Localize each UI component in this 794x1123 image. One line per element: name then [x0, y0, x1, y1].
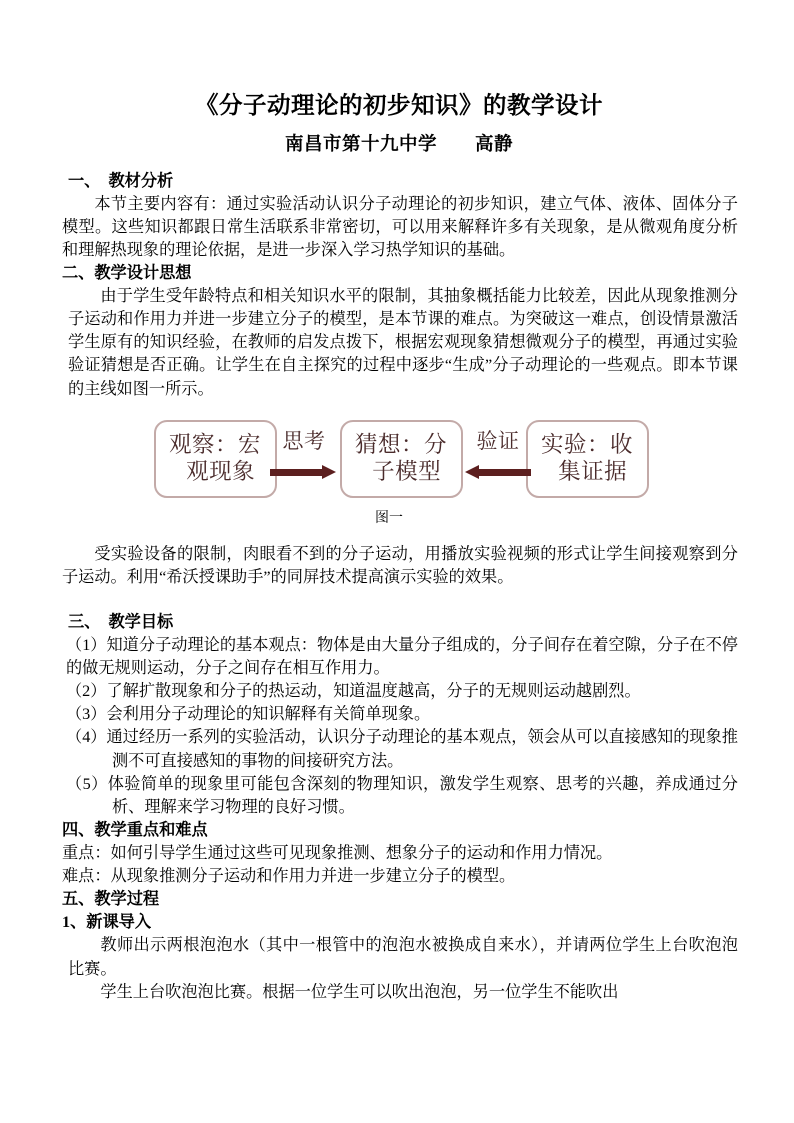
section-1-paragraph: 本节主要内容有：通过实验活动认识分子动理论的初步知识，建立气体、液体、固体分子模型。这些知识都跟日常生活联系非常密切，可以用来解释许多有关现象，是从微观角度分析和理解热现象的理论依据，是进一步深入学习热学知识的基础。	[62, 194, 738, 259]
section-heading-3: 三、 教学目标	[68, 612, 174, 631]
flow-box-hypothesis-line1: 猜想：分	[354, 432, 447, 458]
arrow-shaft	[270, 469, 323, 476]
flow-box-hypothesis	[340, 420, 463, 498]
section-heading-4: 四、教学重点和难点	[62, 821, 208, 840]
section-2-paragraph-1: 由于学生受年龄特点和相关知识水平的限制，其抽象概括能力比较差，因此从现象推测分子运动和作用力并进一步建立分子的模型，是本节课的难点。为突破这一难点，创设情景激活学生原有的知识经验，在教师的启发点拨下，根据宏观现象猜想微观分子的模型，再通过实验验证猜想是否正确。让学生在自主探究的过程中逐步“生成”分子动理论的一些观点。即本节课的主线如图一所示。	[68, 286, 738, 398]
flow-label-verify: 验证	[476, 428, 520, 453]
subsection-5-1-paragraph-1: 教师出示两根泡泡水（其中一根管中的泡泡水被换成自来水），并请两位学生上台吹泡泡比赛。	[68, 936, 738, 978]
key-point-paragraph: 重点：如何引导学生通过这些可见现象推测、想象分子的运动和作用力情况。	[62, 844, 613, 863]
arrow-shaft	[478, 469, 531, 476]
flow-box-observe-line2: 观现象	[186, 458, 256, 484]
flow-box-experiment-line1: 实验：收	[540, 432, 633, 458]
flow-box-experiment-line2: 集证据	[558, 458, 628, 484]
subsection-heading-5-1: 1、新课导入	[62, 913, 152, 932]
section-2-paragraph-2: 受实验设备的限制，肉眼看不到的分子运动，用播放实验视频的形式让学生间接观察到分子运动。利用“希沃授课助手”的同屏技术提高演示实验的效果。	[62, 544, 738, 586]
objective-item-1: （1）知道分子动理论的基本观点：物体是由大量分子组成的，分子间存在着空隙，分子在不停的做无规则运动，分子之间存在相互作用力。	[66, 635, 738, 678]
flow-box-experiment	[526, 420, 649, 498]
flow-box-observe	[154, 420, 277, 498]
section-heading-5: 五、教学过程	[62, 890, 160, 909]
flow-box-observe-line1: 观察：宏	[168, 432, 261, 458]
teaching-flow-figure	[60, 413, 738, 528]
subsection-5-1-paragraph-2: 学生上台吹泡泡比赛。根据一位学生可以吹出泡泡，另一位学生不能吹出	[100, 982, 619, 1001]
section-heading-1: 一、 教材分析	[68, 171, 174, 190]
document-title: 《分子动理论的初步知识》的教学设计	[195, 93, 603, 119]
flow-arrow-right	[270, 465, 336, 479]
flow-arrow-left	[465, 465, 531, 479]
objective-item-2: （2）了解扩散现象和分子的热运动，知道温度越高，分子的无规则运动越剧烈。	[66, 682, 641, 701]
figure-caption: 图一	[375, 510, 403, 526]
document-author-line: 南昌市第十九中学 高静	[284, 135, 513, 156]
flow-diagram	[60, 413, 738, 505]
objective-item-4: （4）通过经历一系列的实验活动，认识分子动理论的基本观点，领会从可以直接感知的现象推测不可直接感知的事物的间接研究方法。	[66, 728, 738, 770]
arrow-head	[322, 465, 336, 479]
arrow-head	[465, 465, 479, 479]
objective-item-5: （5）体验简单的现象里可能包含深刻的物理知识，激发学生观察、思考的兴趣，养成通过分析、理解来学习物理的良好习惯。	[66, 774, 738, 816]
objective-item-3: （3）会利用分子动理论的知识解释有关简单现象。	[66, 705, 431, 724]
flow-label-think: 思考	[282, 428, 326, 453]
section-heading-2: 二、教学设计思想	[62, 263, 192, 282]
difficulty-paragraph: 难点：从现象推测分子运动和作用力并进一步建立分子的模型。	[62, 867, 516, 886]
flow-box-hypothesis-line2: 子模型	[372, 458, 442, 484]
